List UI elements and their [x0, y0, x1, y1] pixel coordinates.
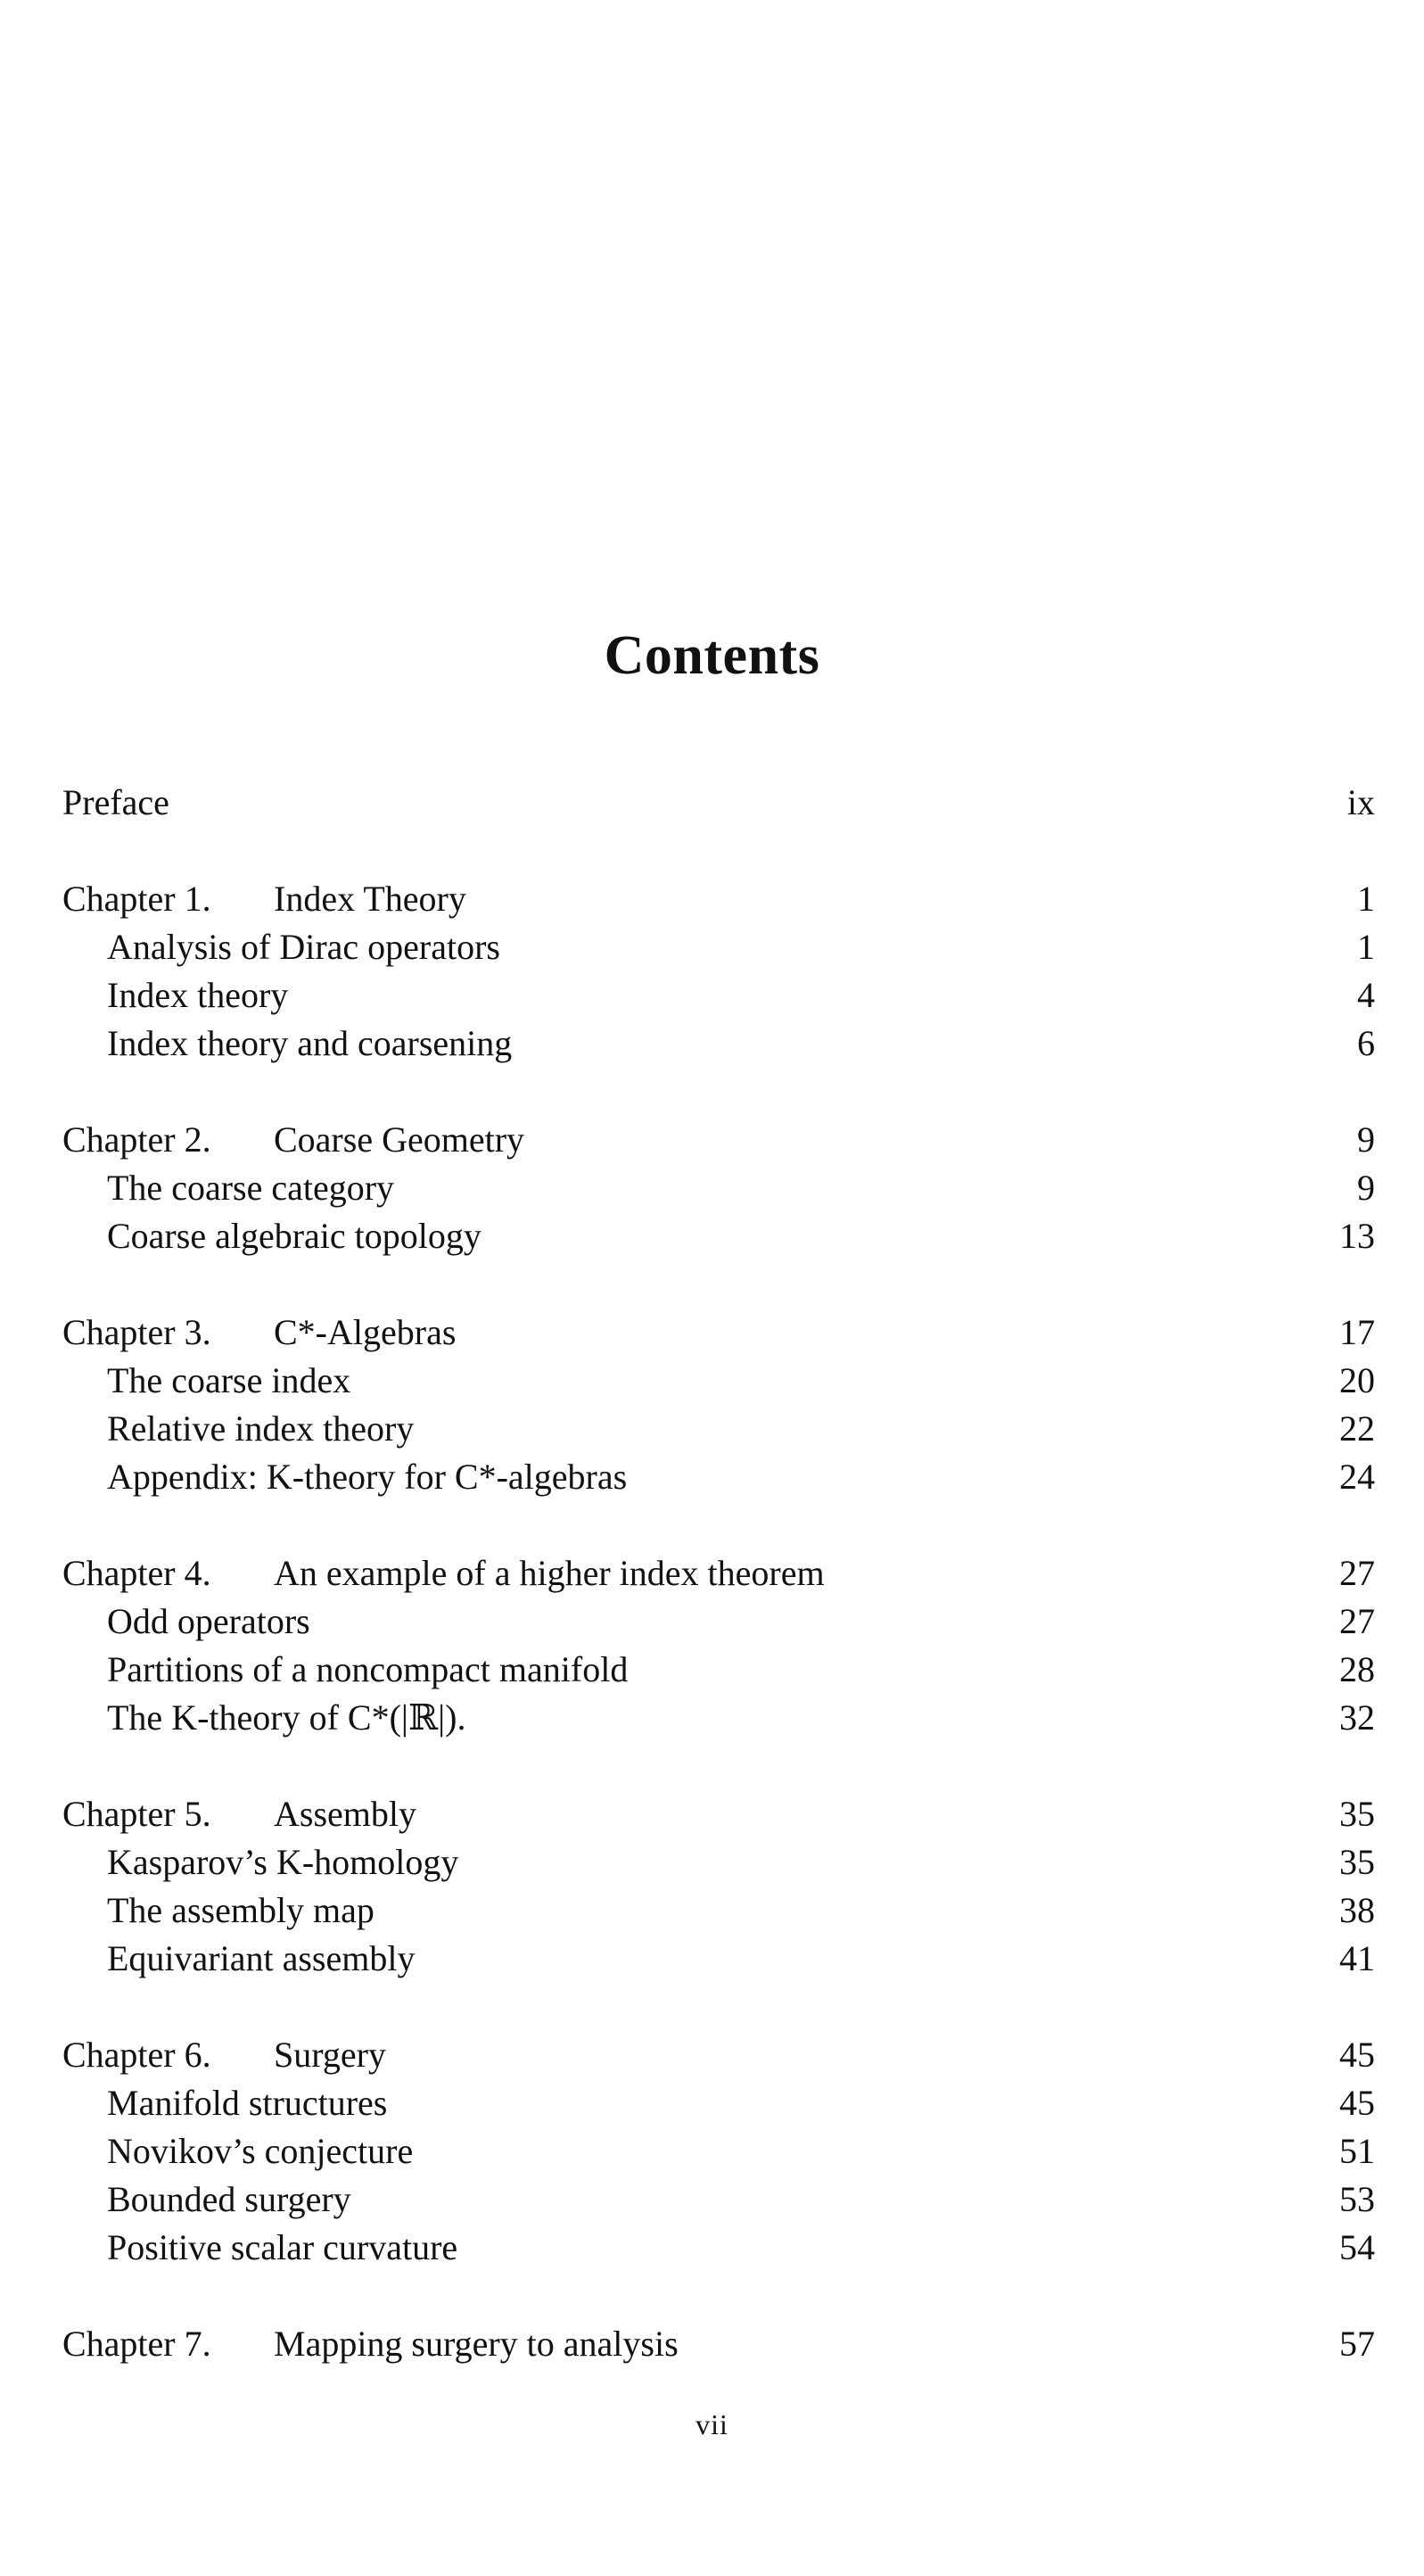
toc-section: [62, 1212, 1375, 1260]
section-page: 32: [1339, 1697, 1375, 1738]
section-page: 27: [1339, 1601, 1375, 1641]
chapter-page: 17: [1339, 1312, 1375, 1352]
toc-chapter-1: [62, 875, 1375, 923]
toc-section: [62, 1357, 1375, 1405]
chapter-title: Index Theory: [274, 879, 466, 919]
section-page: 6: [1357, 1023, 1375, 1063]
chapter-page: 9: [1357, 1119, 1375, 1160]
toc-preface-label: Preface: [62, 782, 169, 822]
section-label: Novikov’s conjecture: [107, 2131, 414, 2171]
toc-section: [62, 2176, 1375, 2224]
section-page: 54: [1339, 2227, 1375, 2267]
chapter-page: 35: [1339, 1794, 1375, 1834]
section-page: 1: [1357, 927, 1375, 967]
section-label: Analysis of Dirac operators: [107, 927, 500, 967]
chapter-number: Chapter 5.: [62, 1794, 211, 1834]
toc-section: [62, 1887, 1375, 1935]
toc-chapter-7: [62, 2320, 1375, 2368]
section-label: The coarse category: [107, 1168, 395, 1208]
section-label: Index theory: [107, 975, 289, 1015]
toc-section: [62, 1164, 1375, 1212]
section-page: 45: [1339, 2083, 1375, 2123]
toc-chapter-6: [62, 2031, 1375, 2079]
section-page: 24: [1339, 1457, 1375, 1497]
section-page: 4: [1357, 975, 1375, 1015]
section-label: Bounded surgery: [107, 2179, 351, 2219]
section-page: 22: [1339, 1408, 1375, 1449]
section-page: 28: [1339, 1649, 1375, 1689]
section-label: Index theory and coarsening: [107, 1023, 513, 1063]
toc-preface-page: ix: [1346, 782, 1375, 822]
section-label: Equivariant assembly: [107, 1938, 416, 1978]
chapter-title: Surgery: [274, 2035, 386, 2075]
section-label: Appendix: K-theory for C*-algebras: [107, 1457, 628, 1497]
chapter-number: Chapter 4.: [62, 1553, 211, 1593]
toc-chapter-5: [62, 1790, 1375, 1838]
toc-section: [62, 923, 1375, 971]
chapter-page: 45: [1339, 2035, 1375, 2075]
section-label: Kasparov’s K-homology: [107, 1842, 459, 1882]
section-label: Relative index theory: [107, 1408, 415, 1449]
chapter-number: Chapter 1.: [62, 879, 211, 919]
toc-section: [62, 2224, 1375, 2272]
section-page: 51: [1339, 2131, 1375, 2171]
page-title: Contents: [604, 625, 820, 686]
toc-section: [62, 1838, 1375, 1887]
toc-section: [62, 1694, 1375, 1742]
section-label: Odd operators: [107, 1601, 310, 1641]
section-page: 20: [1339, 1360, 1375, 1400]
table-of-contents: [62, 779, 1375, 2368]
section-label: The coarse index: [107, 1360, 351, 1400]
toc-section: [62, 1453, 1375, 1501]
chapter-number: Chapter 3.: [62, 1312, 211, 1352]
section-page: 41: [1339, 1938, 1375, 1978]
chapter-title: Assembly: [274, 1794, 416, 1834]
chapter-number: Chapter 7.: [62, 2324, 211, 2364]
toc-section: [62, 971, 1375, 1020]
chapter-title: C*-Algebras: [274, 1312, 457, 1352]
toc-section: [62, 1020, 1375, 1068]
section-page: 13: [1339, 1216, 1375, 1256]
chapter-title: An example of a higher index theorem: [274, 1553, 825, 1593]
section-page: 9: [1357, 1168, 1375, 1208]
section-label: Coarse algebraic topology: [107, 1216, 482, 1256]
toc-section: [62, 1598, 1375, 1646]
chapter-page: 57: [1339, 2324, 1375, 2364]
toc-chapter-3: [62, 1309, 1375, 1357]
toc-preface: [62, 779, 1375, 827]
page-number: vii: [696, 2408, 728, 2440]
toc-section: [62, 2127, 1375, 2176]
section-label: Manifold structures: [107, 2083, 388, 2123]
toc-section: [62, 1405, 1375, 1453]
toc-section: [62, 1935, 1375, 1983]
chapter-page: 27: [1339, 1553, 1375, 1593]
section-page: 35: [1339, 1842, 1375, 1882]
toc-chapter-2: [62, 1116, 1375, 1164]
chapter-page: 1: [1357, 879, 1375, 919]
chapter-number: Chapter 2.: [62, 1119, 211, 1160]
toc-section: [62, 1646, 1375, 1694]
chapter-title: Mapping surgery to analysis: [274, 2324, 679, 2364]
chapter-number: Chapter 6.: [62, 2035, 211, 2075]
section-page: 53: [1339, 2179, 1375, 2219]
section-label: The assembly map: [107, 1890, 375, 1930]
section-label: Positive scalar curvature: [107, 2227, 458, 2267]
toc-chapter-4: [62, 1549, 1375, 1598]
section-page: 38: [1339, 1890, 1375, 1930]
section-label: The K-theory of C*(|ℝ|).: [107, 1697, 466, 1738]
chapter-title: Coarse Geometry: [274, 1119, 525, 1160]
section-label: Partitions of a noncompact manifold: [107, 1649, 629, 1689]
toc-section: [62, 2079, 1375, 2127]
